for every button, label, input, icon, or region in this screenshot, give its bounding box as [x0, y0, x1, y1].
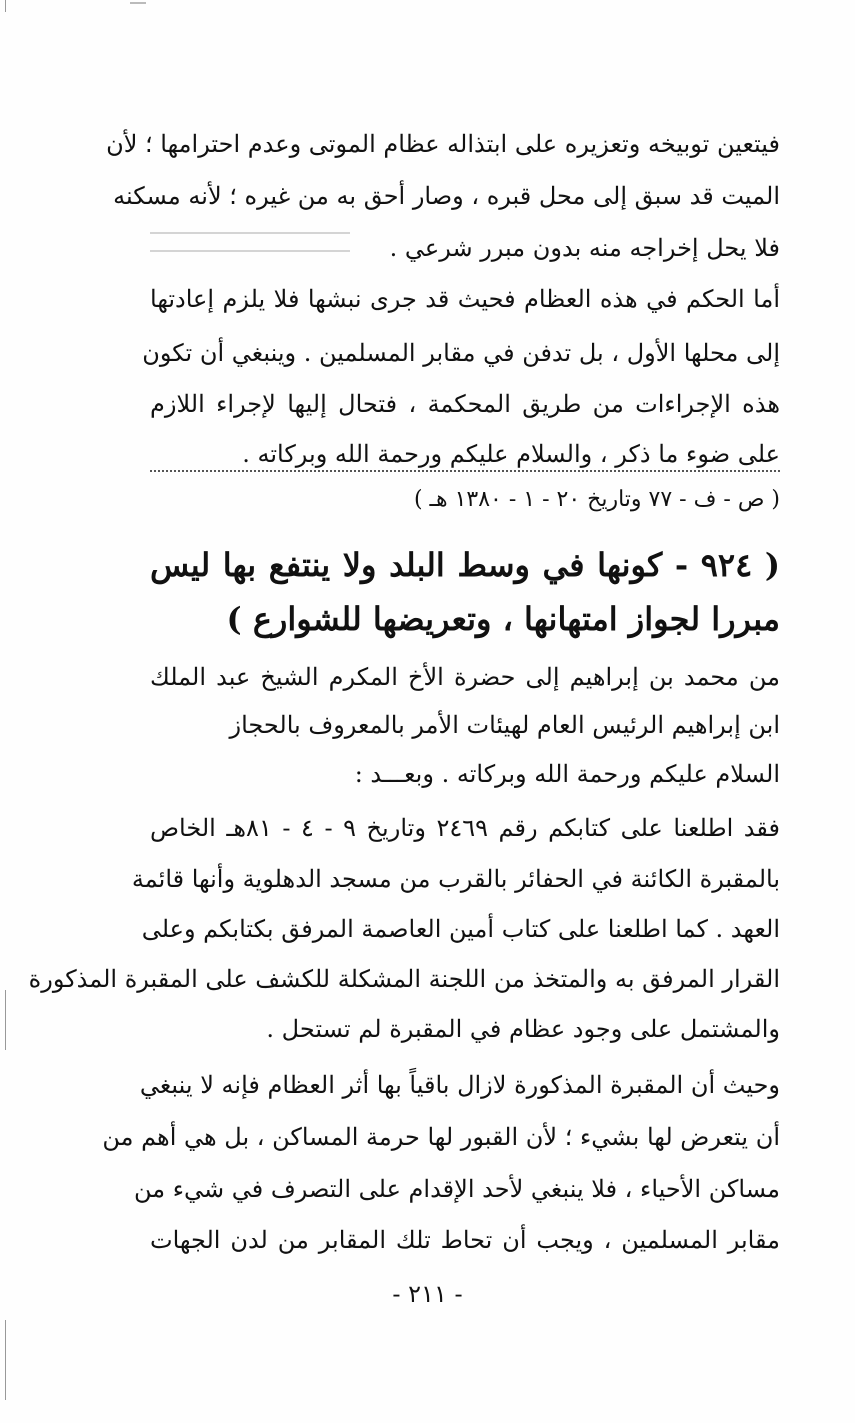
- paragraph-3-line: العهد . كما اطلعنا على كتاب أمين العاصمة المرفق بكتابكم وعلى: [141, 915, 780, 943]
- paragraph-3-line: القرار المرفق به والمتخذ من اللجنة المشكلة للكشف على المقبرة المذكورة: [28, 965, 780, 993]
- paragraph-4-line: أن يتعرض لها بشيء ؛ لأن القبور لها حرمة المساكن ، بل هي أهم من: [102, 1123, 780, 1151]
- paragraph-2-line: إلى محلها الأول ، بل تدفن في مقابر المسلمين . وينبغي أن تكون: [142, 339, 780, 367]
- left-margin-mark: [5, 1320, 6, 1400]
- page-number: - ٢١١ -: [392, 1280, 463, 1308]
- paragraph-3-line: بالمقبرة الكائنة في الحفائر بالقرب من مسجد الدهلوية وأنها قائمة: [131, 865, 780, 893]
- paragraph-1-line: الميت قد سبق إلى محل قبره ، وصار أحق به من غيره ؛ لأنه مسكنه: [113, 182, 780, 210]
- paragraph-1-line: فيتعين توبيخه وتعزيره على ابتذاله عظام الموتى وعدم احترامها ؛ لأن: [106, 130, 780, 158]
- paragraph-2-line: على ضوء ما ذكر ، والسلام عليكم ورحمة الله وبركاته .: [242, 440, 780, 468]
- paragraph-4-line: وحيث أن المقبرة المذكورة لازال باقياً بها أثر العظام فإنه لا ينبغي: [139, 1071, 780, 1099]
- scan-noise: [130, 2, 146, 4]
- paragraph-4-line: مقابر المسلمين ، ويجب أن تحاط تلك المقابر من لدن الجهات: [150, 1226, 780, 1254]
- paragraph-4-line: مساكن الأحياء ، فلا ينبغي لأحد الإقدام على التصرف في شيء من: [133, 1175, 780, 1203]
- section-heading-line: ( ٩٢٤ - كونها في وسط البلد ولا ينتفع بها ليس: [150, 546, 781, 584]
- left-margin-mark: [5, 0, 6, 12]
- dotted-divider: [150, 470, 780, 472]
- paragraph-1-line: فلا يحل إخراجه منه بدون مبرر شرعي .: [389, 234, 780, 262]
- address-line: من محمد بن إبراهيم إلى حضرة الأخ المكرم الشيخ عبد الملك: [150, 663, 780, 691]
- paragraph-2-line: أما الحكم في هذه العظام فحيث قد جرى نبشها فلا يلزم إعادتها: [150, 285, 780, 313]
- greeting-line: السلام عليكم ورحمة الله وبركاته . وبعـــد :: [354, 760, 780, 788]
- paragraph-3-line: فقد اطلعنا على كتابكم رقم ٢٤٦٩ وتاريخ ٩ - ٤ - ٨١هـ الخاص: [150, 814, 780, 842]
- left-margin-mark: [5, 990, 6, 1050]
- paragraph-3-line: والمشتمل على وجود عظام في المقبرة لم تستحل .: [266, 1015, 780, 1043]
- paragraph-2-line: هذه الإجراءات من طريق المحكمة ، فتحال إليها لإجراء اللازم: [150, 390, 780, 418]
- reference-citation: ( ص - ف - ٧٧ وتاريخ ٢٠ - ١ - ١٣٨٠ هـ ): [413, 487, 780, 512]
- section-heading-line: مبررا لجواز امتهانها ، وتعريضها للشوارع ): [226, 600, 780, 638]
- address-line: ابن إبراهيم الرئيس العام لهيئات الأمر بالمعروف بالحجاز: [229, 711, 780, 739]
